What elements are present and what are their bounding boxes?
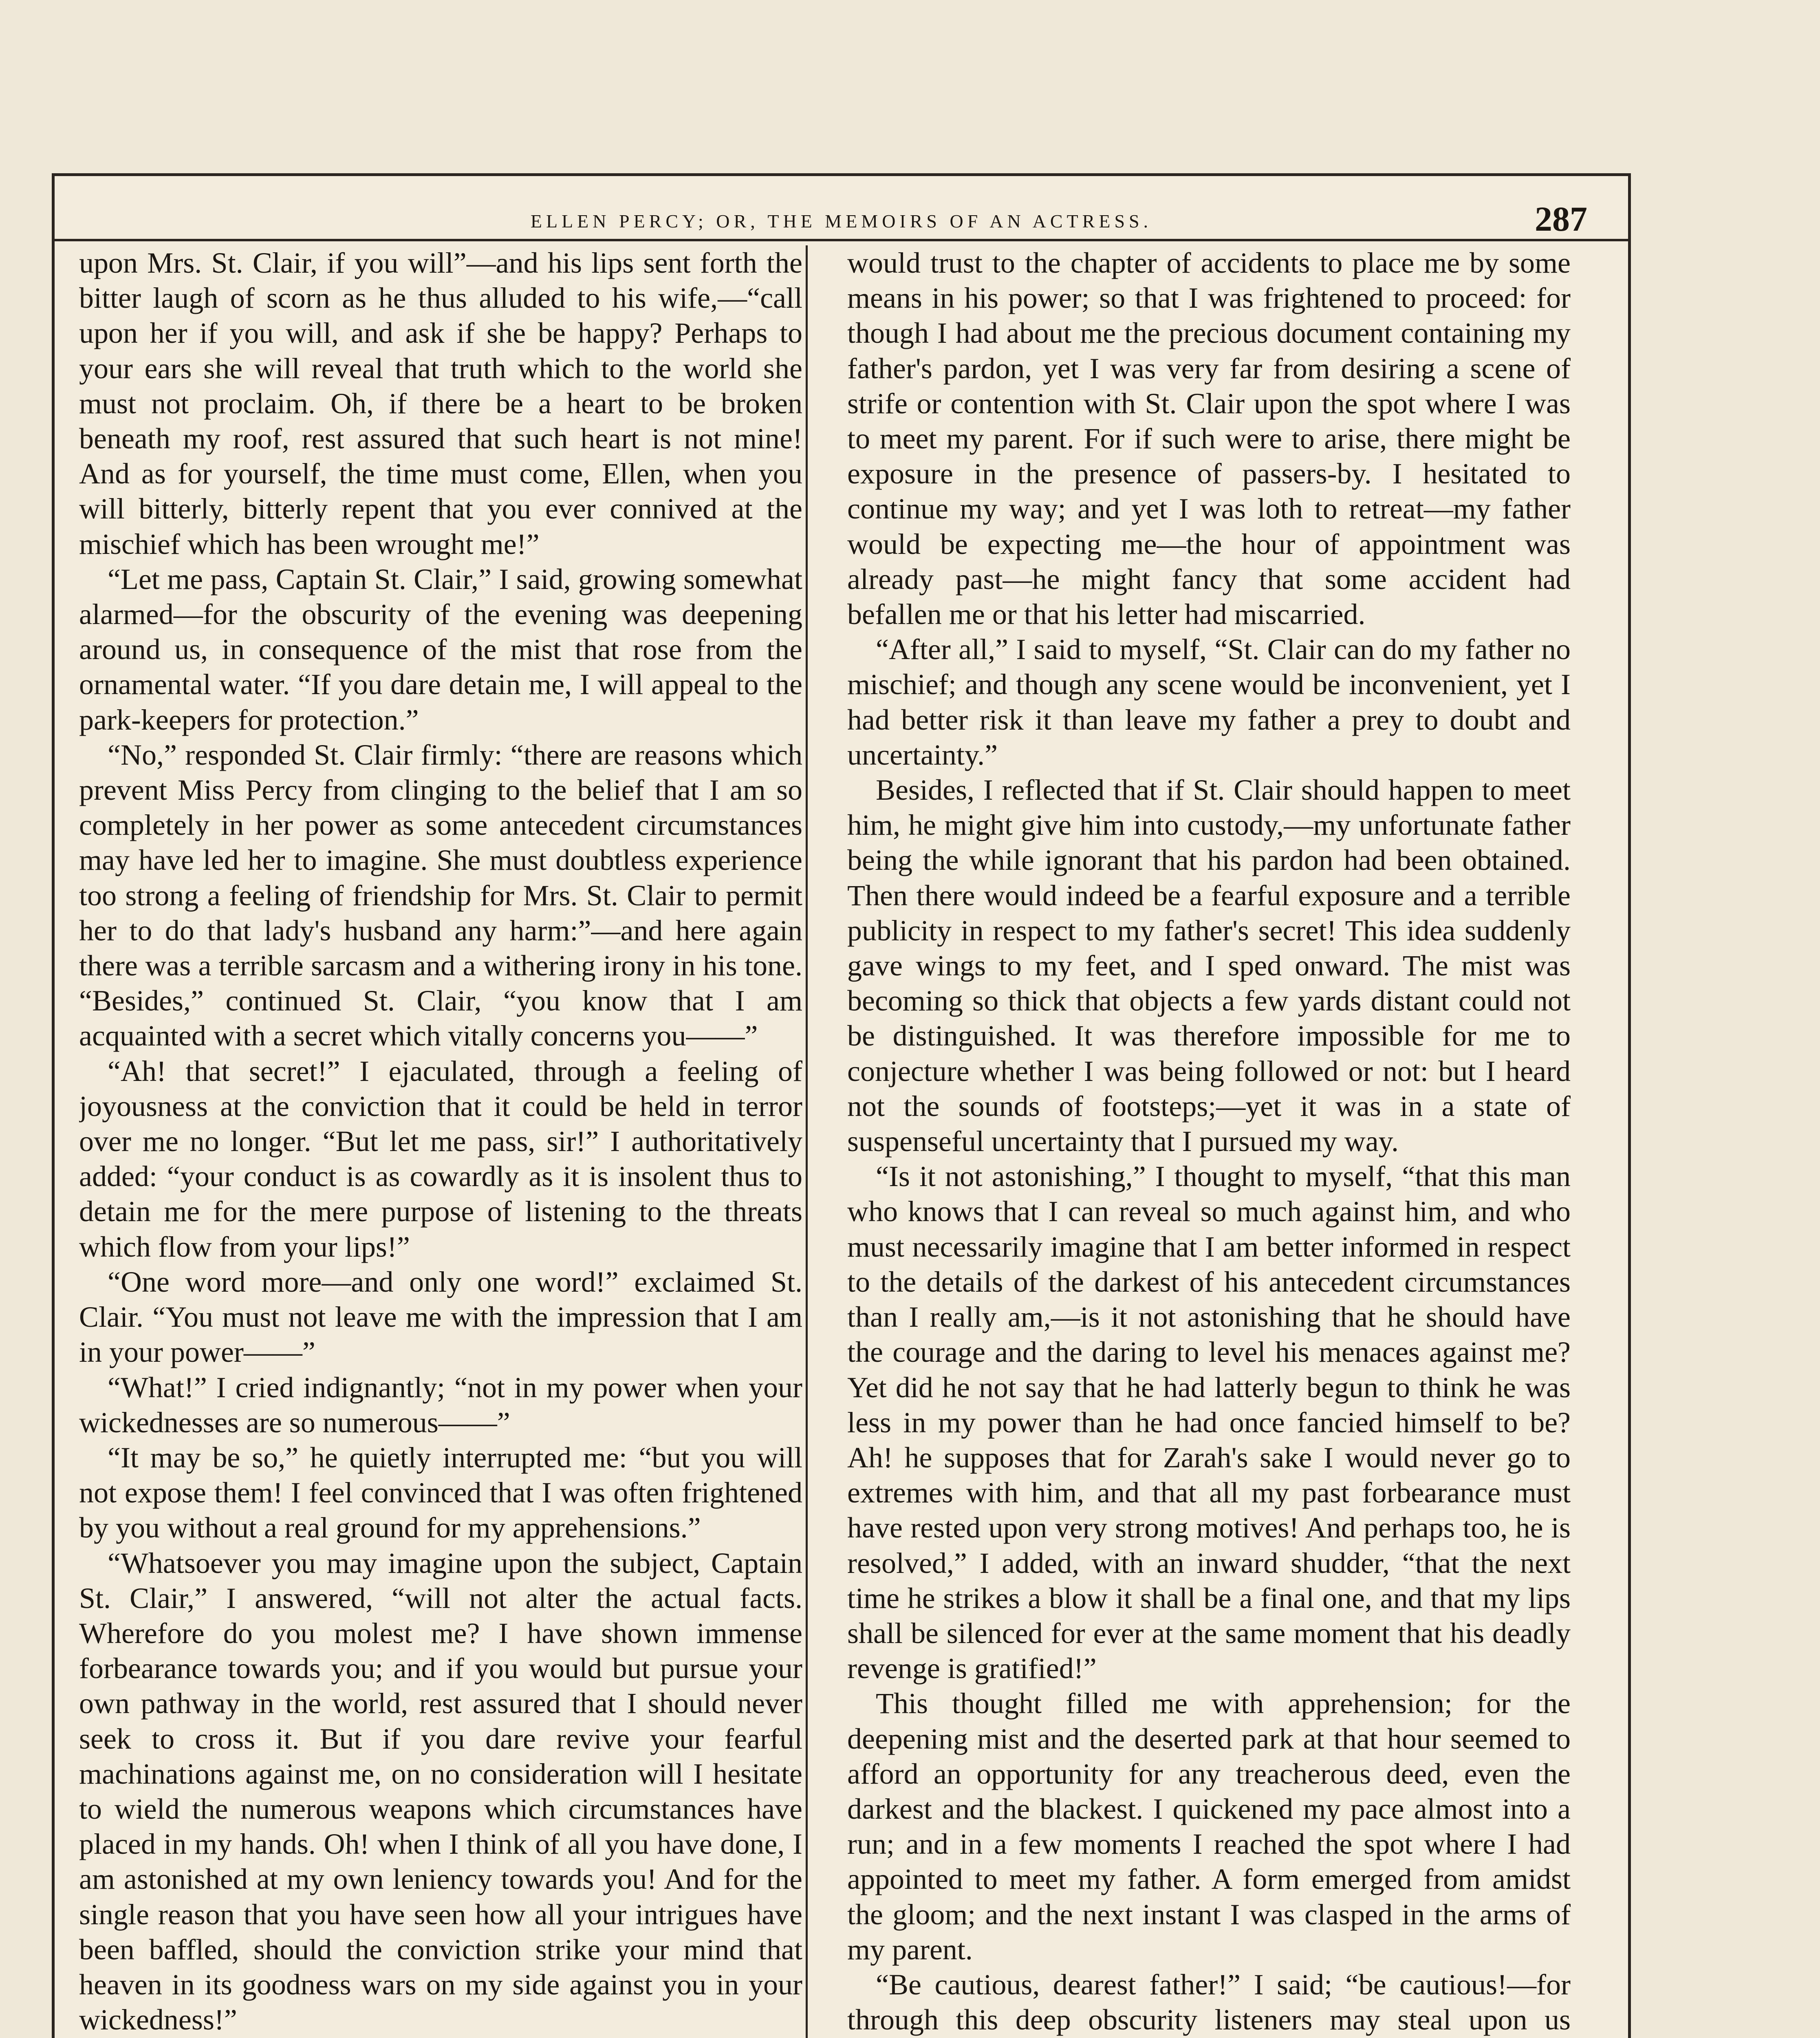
- paragraph: “Ah! that secret!” I ejaculated, through a feeling of joyousness at the conviction that it could be held in terror over me no longer. “But let me pass, sir!” I authoritatively added: “your conduct is as cowardly as it is insolent thus to detain me for the mere purpose of listening to the threats which flow from your lips!”: [79, 1054, 802, 1263]
- paragraph: Besides, I reflected that if St. Clair should happen to meet him, he might give him into custody,—my unfortunate father being the while ignorant that his pardon had been obtained. Then there would indeed be a fearful exposure and a terrible publicity in respect to my father's secret! This idea suddenly gave wings to my feet, and I sped onward. The mist was becoming so thick that objects a few yards distant could not be distinguished. It was therefore impossible for me to conjecture whether I was being followed or not: but I heard not the sounds of footsteps;—yet it was in a state of suspenseful uncertainty that I pursued my way.: [847, 774, 1571, 1158]
- paragraph: “Let me pass, Captain St. Clair,” I said, growing somewhat alarmed—for the obscurity of the evening was deepening around us, in consequence of the mist that rose from the ornamental water. “If you dare detain me, I will appeal to the park-keepers for protection.”: [79, 562, 802, 736]
- running-head-title: ELLEN PERCY; OR, THE MEMOIRS OF AN ACTRESS.: [530, 211, 1152, 232]
- page-frame: [52, 173, 1631, 2038]
- page-number: 287: [1535, 199, 1587, 238]
- paragraph: “Is it not astonishing,” I thought to myself, “that this man who knows that I can reveal so much against him, and who must necessarily imagine that I am better informed in respect to the details of the darkest of his antecedent circumstances than I really am,—is it not astonishing that he should have the courage and the daring to level his menaces against me? Yet did he not say that he had latterly begun to think he was less in my power than he had once fancied himself to be? Ah! he supposes that for Zarah's sake I would never go to extremes with him, and that all my past forbearance must have rested upon very strong motives! And perhaps too, he is resolved,” I added, with an inward shudder, “that the next time he strikes a blow it shall be a final one, and that my lips shall be silenced for ever at the same moment that his deadly revenge is gratified!”: [847, 1160, 1571, 1685]
- left-column: [79, 245, 802, 2038]
- paragraph: “After all,” I said to myself, “St. Clair can do my father no mischief; and though any scene would be inconvenient, yet I had better risk it than leave my father a prey to doubt and uncertainty.”: [847, 633, 1571, 771]
- paragraph: “One word more—and only one word!” exclaimed St. Clair. “You must not leave me with the impression that I am in your power——”: [79, 1265, 802, 1369]
- column-divider: [806, 245, 808, 2038]
- text-columns: [79, 245, 1595, 2038]
- paragraph: would trust to the chapter of accidents to place me by some means in his power; so that I was frightened to proceed: for though I had about me the precious document containing my father's pardon, yet I was very far from desiring a scene of strife or contention with St. Clair upon the spot where I was to meet my parent. For if such were to arise, there might be exposure in the presence of passers-by. I hesitated to continue my way; and yet I was loth to retreat—my father would be expecting me—the hour of appointment was already past—he might fancy that some accident had befallen me or that his letter had miscarried.: [847, 247, 1571, 631]
- paragraph: “Be cautious, dearest father!” I said; “be cautious!—for through this deep obscurity listeners may steal upon us: [847, 1968, 1571, 2036]
- paragraph: “No,” responded St. Clair firmly: “there are reasons which prevent Miss Percy from clinging to the belief that I am so completely in her power as some antecedent circumstances may have led her to imagine. She must doubtless experience too strong a feeling of friendship for Mrs. St. Clair to permit her to do that lady's husband any harm:”—and here again there was a terrible sarcasm and a withering irony in his tone. “Besides,” continued St. Clair, “you know that I am acquainted with a secret which vitally concerns you——”: [79, 738, 802, 1052]
- paragraph: This thought filled me with apprehension; for the deepening mist and the deserted park at that hour seemed to afford an opportunity for any treacherous deed, even the darkest and the blackest. I quickened my pace almost into a run; and in a few moments I reached the spot where I had appointed to meet my father. A form emerged from amidst the gloom; and the next instant I was clasped in the arms of my parent.: [847, 1687, 1571, 1966]
- running-head: [55, 176, 1628, 241]
- paragraph: “It may be so,” he quietly interrupted me: “but you will not expose them! I feel convinced that I was often frightened by you without a real ground for my apprehensions.”: [79, 1441, 802, 1544]
- paragraph: “What!” I cried indignantly; “not in my power when your wickednesses are so numerous——”: [79, 1371, 802, 1439]
- right-column: [847, 245, 1571, 2038]
- paragraph: “Whatsoever you may imagine upon the subject, Captain St. Clair,” I answered, “will not alter the actual facts. Wherefore do you molest me? I have shown immense forbearance towards you; and if you would but pursue your own pathway in the world, rest assured that I should never seek to cross it. But if you dare revive your fearful machinations against me, on no consideration will I hesitate to wield the numerous weapons which circumstances have placed in my hands. Oh! when I think of all you have done, I am astonished at my own leniency towards you! And for the single reason that you have seen how all your intrigues have been baffled, should the conviction strike your mind that heaven in its goodness wars on my side against you in your wickedness!”: [79, 1546, 802, 2036]
- paragraph: upon Mrs. St. Clair, if you will”—and his lips sent forth the bitter laugh of scorn as he thus alluded to his wife,—“call upon her if you will, and ask if she be happy? Perhaps to your ears she will reveal that truth which to the world she must not proclaim. Oh, if there be a heart to be broken beneath my roof, rest assured that such heart is not mine! And as for yourself, the time must come, Ellen, when you will bitterly, bitterly repent that you ever connived at the mischief which has been wrought me!”: [79, 247, 802, 560]
